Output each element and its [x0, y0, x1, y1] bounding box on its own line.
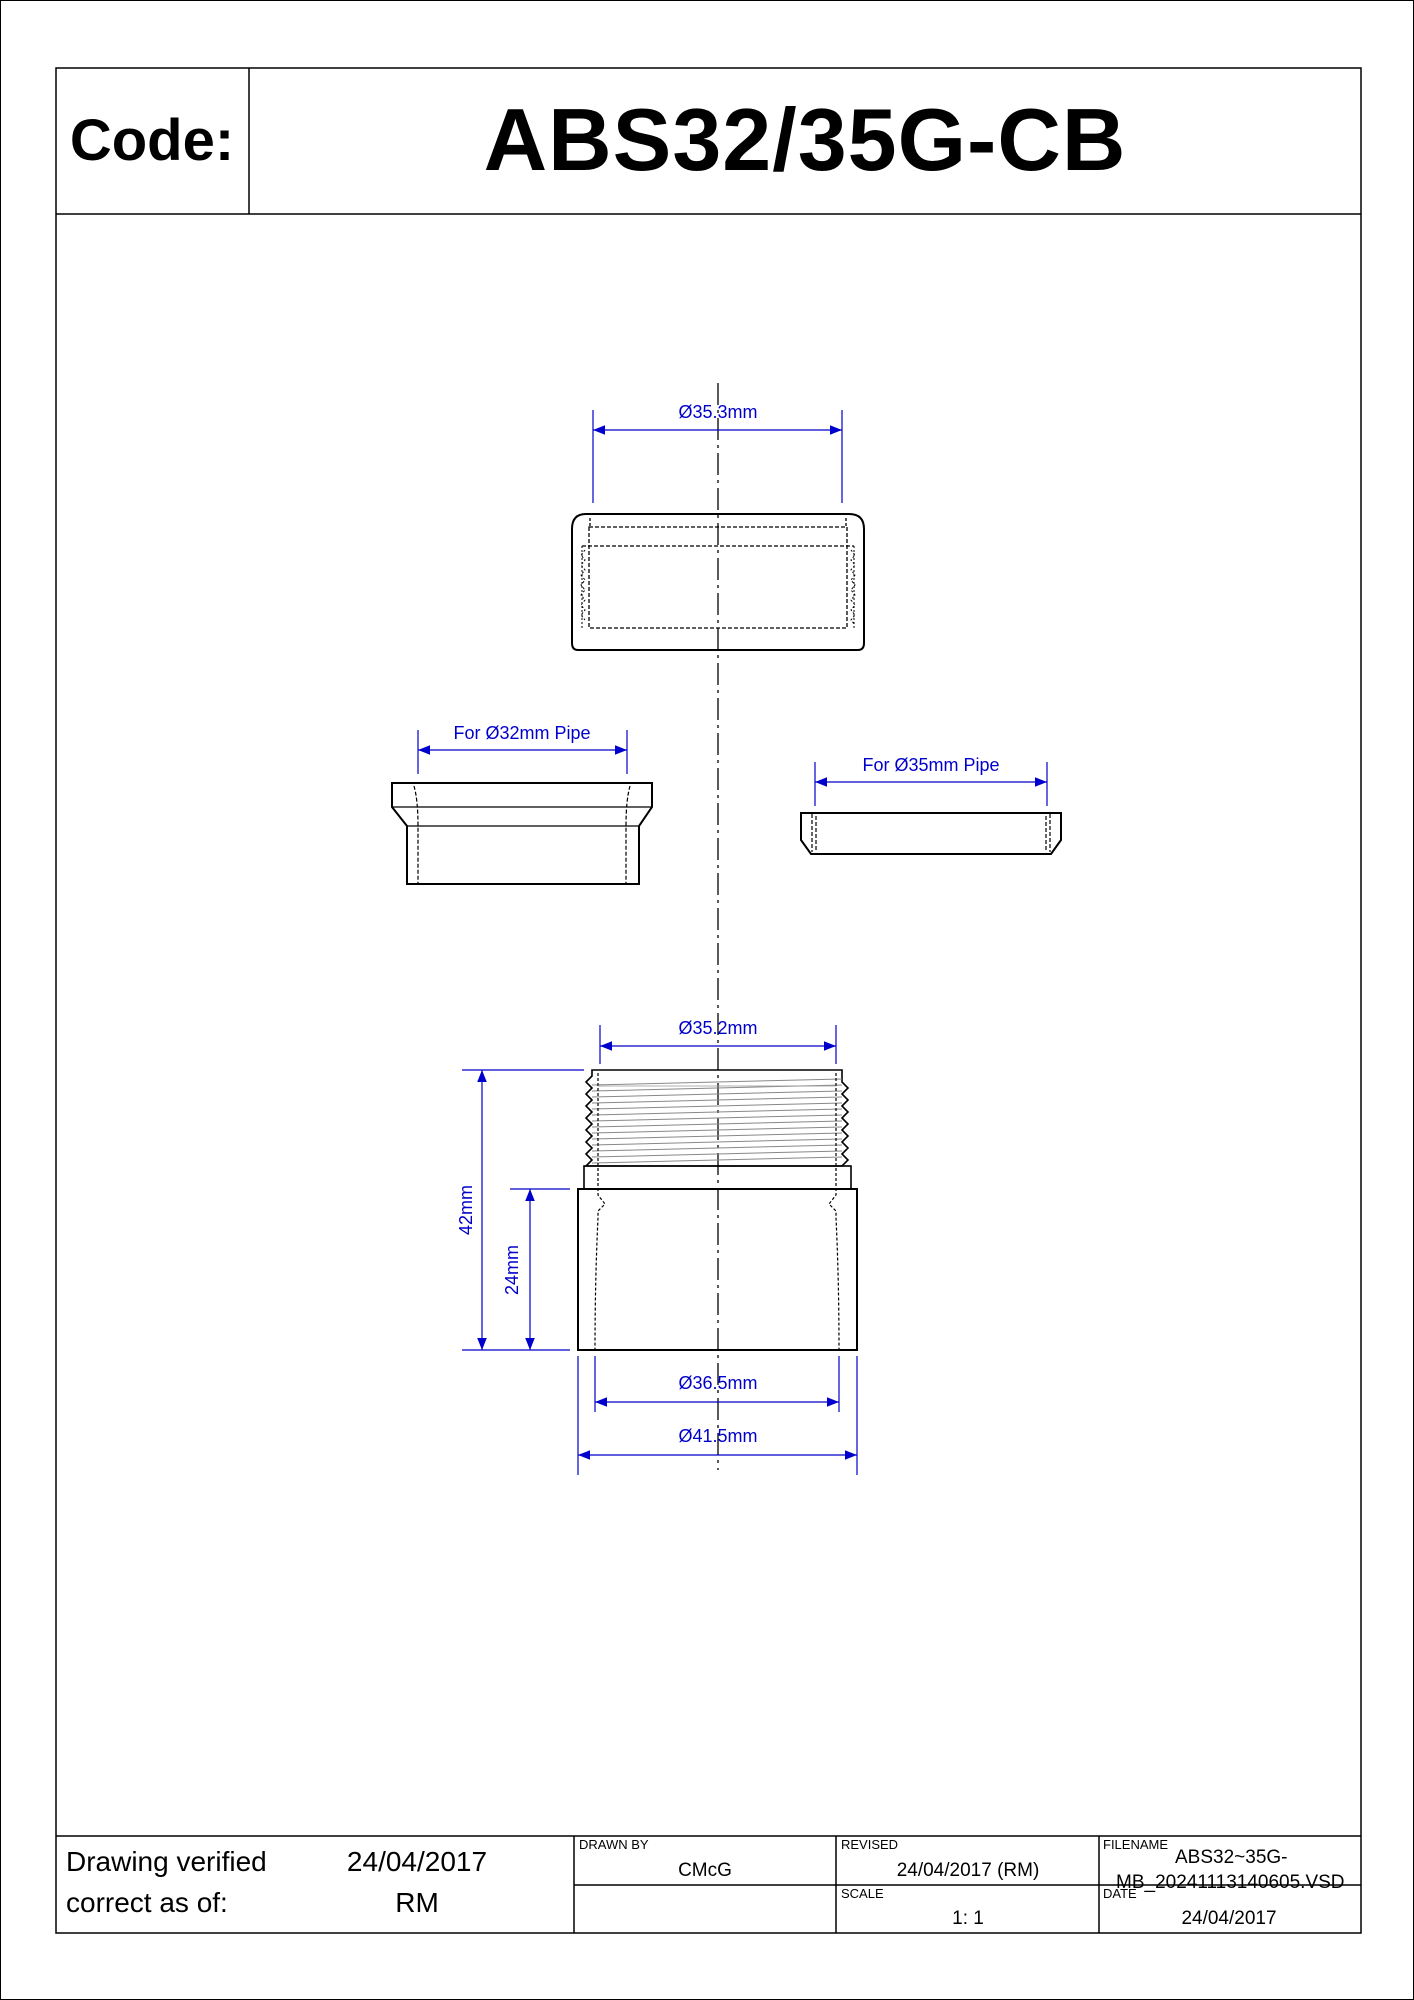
body-outer-diameter-label: Ø41.5mm: [678, 1426, 758, 1446]
cap-diameter-label: Ø35.3mm: [678, 402, 758, 422]
socket-height-label: 24mm: [502, 1244, 522, 1296]
product-code: ABS32/35G-CB: [483, 90, 1127, 189]
date-value: 24/04/2017: [1181, 1908, 1277, 1929]
filename-line2: MB_20241113140605.VSD: [1116, 1872, 1345, 1893]
verified-line1: Drawing verified: [66, 1846, 267, 1877]
revised-value: 24/04/2017 (RM): [896, 1860, 1040, 1881]
revised-label: REVISED: [841, 1837, 899, 1852]
scale-value: 1: 1: [952, 1908, 984, 1929]
code-label: Code:: [69, 107, 235, 173]
socket-inner-diameter-label: Ø36.5mm: [678, 1373, 758, 1393]
filename-line1: ABS32~35G-: [1175, 1847, 1288, 1868]
verified-by: RM: [395, 1887, 439, 1918]
frame-lines: [56, 68, 1361, 1933]
filename-label: FILENAME: [1103, 1837, 1169, 1852]
olive-35mm: [801, 813, 1061, 854]
thread-diameter-label: Ø35.2mm: [678, 1018, 758, 1038]
verified-line2: correct as of:: [66, 1887, 228, 1918]
verified-date: 24/04/2017: [346, 1846, 488, 1877]
overall-height-dimension: [462, 1070, 584, 1350]
pipe32-label: For Ø32mm Pipe: [453, 723, 591, 743]
olive-32mm: [392, 783, 652, 884]
date-label: DATE: [1103, 1886, 1137, 1901]
drawn-by-value: CMcG: [678, 1860, 732, 1881]
overall-height-label: 42mm: [456, 1184, 476, 1236]
pipe35-label: For Ø35mm Pipe: [862, 755, 1000, 775]
scale-label: SCALE: [841, 1886, 884, 1901]
drawn-by-label: DRAWN BY: [579, 1837, 649, 1852]
